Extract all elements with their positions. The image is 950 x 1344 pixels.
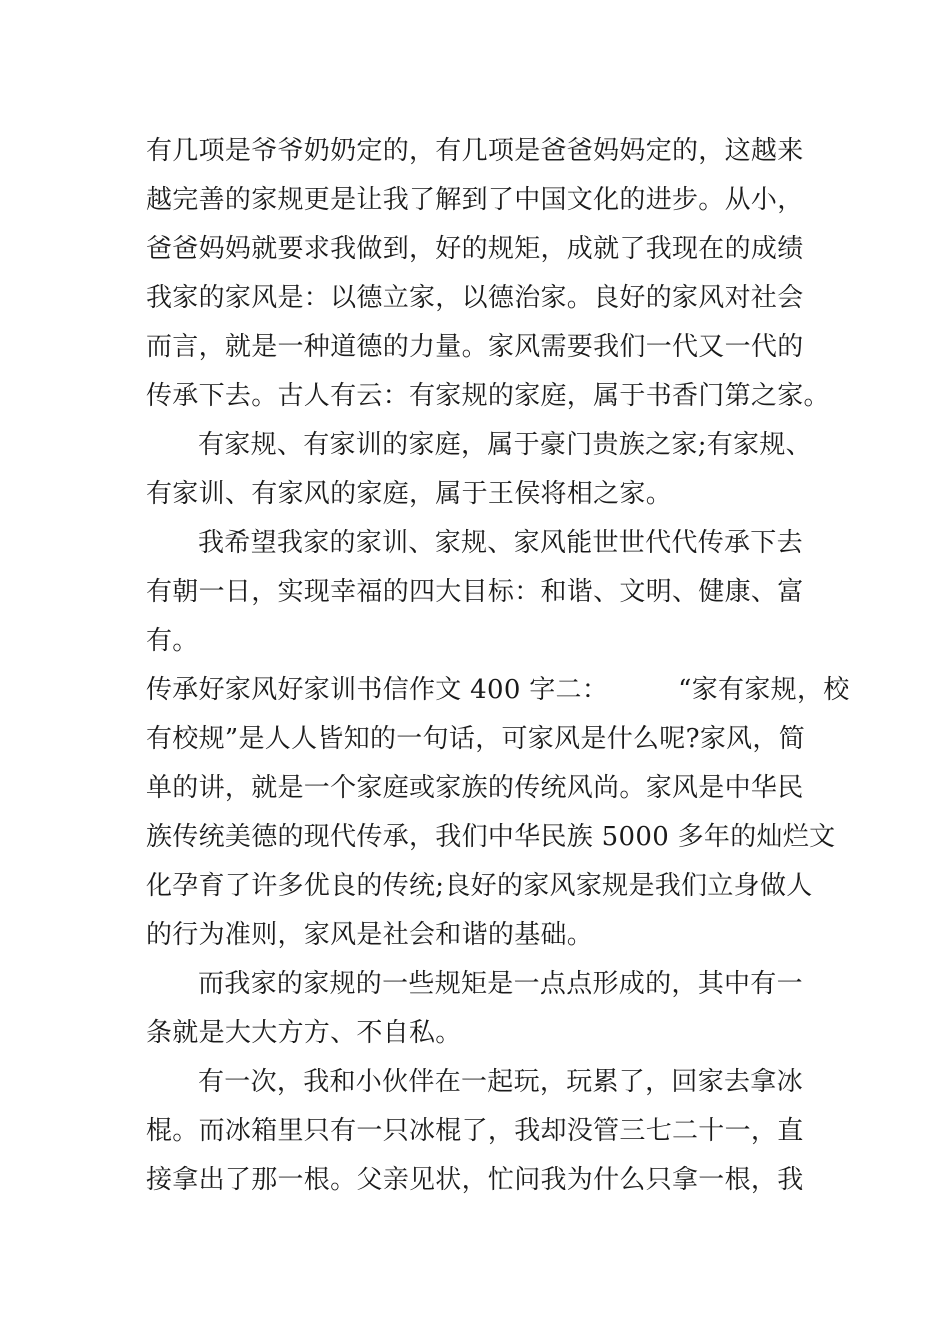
text-fragment: “家有家规，校 <box>678 675 850 705</box>
text-line: 有。 <box>146 626 199 656</box>
text-line: 爸爸妈妈就要求我做到，好的规矩，成就了我现在的成绩 <box>146 234 804 264</box>
text-line: 有家训、有家风的家庭，属于王侯将相之家。 <box>146 479 673 509</box>
text-line: 越完善的家规更是让我了解到了中国文化的进步。从小， <box>146 185 804 215</box>
paragraph <box>146 519 811 666</box>
text-line: 化孕育了许多优良的传统;良好的家风家规是我们立身做人 <box>146 871 813 901</box>
text-line: 我希望我家的家训、家规、家风能世世代代传承下去 <box>198 528 803 558</box>
text-line: 有朝一日，实现幸福的四大目标：和谐、文明、健康、富 <box>146 577 804 607</box>
text-line: 棍。而冰箱里只有一只冰棍了，我却没管三七二十一，直 <box>146 1116 804 1146</box>
text-line: 的行为准则，家风是社会和谐的基础。 <box>146 920 594 950</box>
text-line: 传承下去。古人有云：有家规的家庭，属于书香门第之家。 <box>146 381 830 411</box>
text-line: 我家的家风是：以德立家，以德治家。良好的家风对社会 <box>146 283 804 313</box>
section-heading: 传承好家风好家训书信作文 400 字二： <box>146 675 609 705</box>
text-line: 有家规、有家训的家庭，属于豪门贵族之家;有家规、 <box>198 430 812 460</box>
text-line: 接拿出了那一根。父亲见状，忙问我为什么只拿一根，我 <box>146 1165 804 1195</box>
paragraph <box>146 1058 811 1205</box>
text-line: 条就是大大方方、不自私。 <box>146 1018 462 1048</box>
paragraph <box>146 421 811 519</box>
text-line: 有一次，我和小伙伴在一起玩，玩累了，回家去拿冰 <box>198 1067 803 1097</box>
paragraph <box>146 666 850 960</box>
text-line: 有几项是爷爷奶奶定的，有几项是爸爸妈妈定的，这越来 <box>146 136 804 166</box>
text-line: 族传统美德的现代传承，我们中华民族 5000 多年的灿烂文 <box>146 822 836 852</box>
paragraph <box>146 127 830 421</box>
text-line <box>146 666 850 715</box>
text-line: 单的讲，就是一个家庭或家族的传统风尚。家风是中华民 <box>146 773 804 803</box>
text-line: 而言，就是一种道德的力量。家风需要我们一代又一代的 <box>146 332 804 362</box>
text-line: 有校规”是人人皆知的一句话，可家风是什么呢?家风，简 <box>146 724 806 754</box>
paragraph <box>146 960 811 1058</box>
document-body <box>146 127 850 1205</box>
text-line: 而我家的家规的一些规矩是一点点形成的，其中有一 <box>198 969 803 999</box>
